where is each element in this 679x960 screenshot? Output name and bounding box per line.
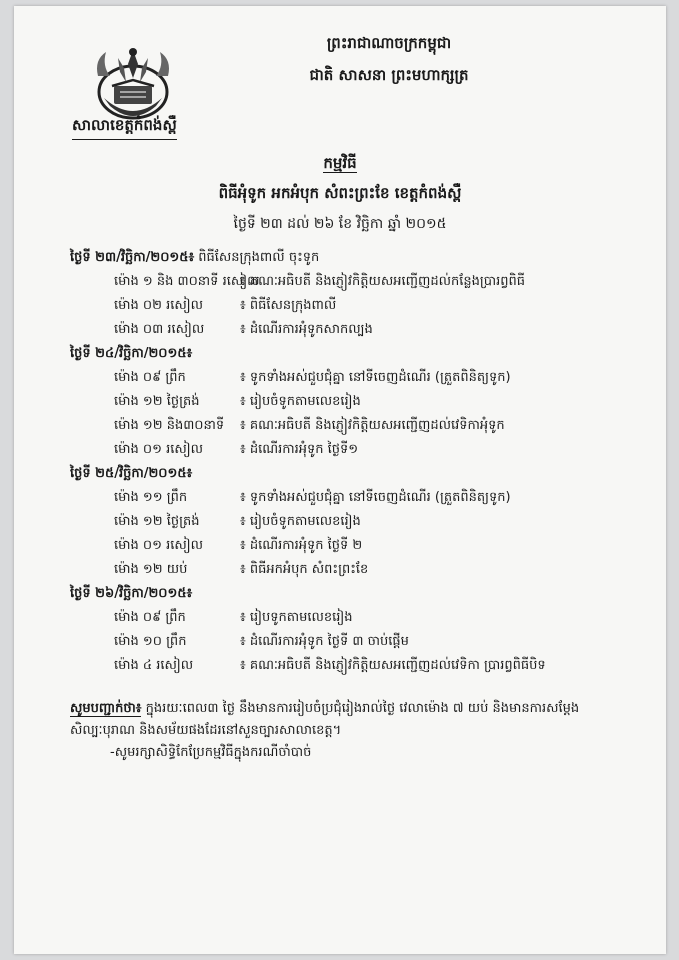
item-activity: ៖ ដំណើរការអុំទូក ថ្ងៃទី ៣ ចាប់ផ្តើម [240, 634, 409, 649]
schedule-item [70, 486, 660, 510]
item-time: ម៉ោង ៤ រសៀល [114, 658, 194, 673]
day-heading: ថ្ងៃទី ២៤/វិច្ឆិកា/២០១៥៖ [70, 346, 193, 361]
item-time: ម៉ោង ១២ យប់ [114, 562, 188, 577]
event-subtitle: ពិធីអុំទូក អកអំបុក សំពះព្រះខែ ខេត្តកំពង់ស្ពឺ [218, 184, 462, 202]
schedule-item [70, 606, 660, 630]
schedule [70, 246, 660, 678]
schedule-item [70, 654, 660, 678]
note-line: -សូមរក្សាសិទ្ធិកែប្រែកម្មវិធីក្នុងករណីចាំបាច់ [110, 745, 312, 760]
item-time: ម៉ោង ១២ និង៣០នាទី [114, 418, 225, 433]
item-activity: ៖ រៀបចំទូកតាមលេខរៀង [240, 514, 361, 529]
item-activity: ៖ ដំណើរការអុំទូក ថ្ងៃទី ២ [240, 538, 363, 553]
item-activity: ៖ ទូកទាំងអស់ជួបជុំគ្នា នៅទីចេញដំណើរ (ត្រួតពិនិត្យទូក) [240, 490, 511, 505]
item-time: ម៉ោង ១០ ព្រឹក [114, 634, 187, 649]
item-activity: ៖ រៀបចំទូកតាមលេខរៀង [240, 394, 361, 409]
item-time: ម៉ោង ០១ រសៀល [114, 538, 203, 553]
item-activity: ៖ គណៈអធិបតី និងភ្ញៀវកិត្តិយសអញ្ជើញដល់កន្លែងប្រារព្វពិធី [240, 274, 525, 289]
schedule-item [70, 558, 660, 582]
schedule-item [70, 294, 660, 318]
day-heading: ថ្ងៃទី ២៦/វិច្ឆិកា/២០១៥៖ [70, 586, 193, 601]
province-admin-name: សាលាខេត្តកំពង់ស្ពឺ [72, 116, 177, 140]
item-time: ម៉ោង ១ និង ៣០នាទី រសៀល [114, 274, 260, 289]
schedule-item [70, 270, 660, 294]
item-activity: ៖ ពិធីអកអំបុក សំពះព្រះខែ [240, 562, 369, 577]
item-time: ម៉ោង ១១ ព្រឹក [114, 490, 188, 505]
note-line: សូមបញ្ជាក់ថា៖ ក្នុងរយៈពេល៣ ថ្ងៃ នឹងមានការរៀបចំប្រជុំរៀងរាល់ថ្ងៃ វេលាម៉ោង ៧ យប់ និងមានការសម្តែង [70, 701, 580, 716]
item-activity: ៖ ដំណើរការអុំទូកសាកល្បង [240, 322, 373, 337]
national-motto: ជាតិ សាសនា ព្រះមហាក្សត្រ [309, 66, 469, 84]
schedule-item [70, 534, 660, 558]
kingdom-heading: ព្រះរាជាណាចក្រកម្ពុជា [326, 34, 452, 52]
provincial-emblem-icon [90, 42, 176, 126]
item-time: ម៉ោង ០៩ ព្រឹក [114, 610, 186, 625]
schedule-item [70, 510, 660, 534]
notes-section [70, 698, 650, 764]
item-activity: ៖ គណៈអធិបតី និងភ្ញៀវកិត្តិយសអញ្ជើញដល់វេទិកា ប្រារព្វពិធីបិទ [240, 658, 546, 673]
item-time: ម៉ោង ០២ រសៀល [114, 298, 203, 313]
item-activity: ៖ ពិធីសែនក្រុងពាលី [240, 298, 337, 313]
item-time: ម៉ោង ០៣ រសៀល [114, 322, 205, 337]
note-line: សិល្បៈបុរាណ និងសម័យផងដែរនៅសួនច្បារសាលាខេត្ត។ [70, 723, 342, 738]
event-dates: ថ្ងៃទី ២៣ ដល់ ២៦ ខែ វិច្ឆិកា ឆ្នាំ ២០១៥ [233, 216, 447, 232]
item-time: ម៉ោង ១២ ថ្ងៃត្រង់ [114, 394, 200, 409]
schedule-item [70, 438, 660, 462]
item-time: ម៉ោង ០៩ ព្រឹក [114, 370, 186, 385]
schedule-item [70, 630, 660, 654]
schedule-item [70, 414, 660, 438]
schedule-item [70, 390, 660, 414]
item-activity: ៖ គណៈអធិបតី និងភ្ញៀវកិត្តិយសអញ្ជើញដល់វេទិកាអុំទូក [240, 418, 505, 433]
program-title: កម្មវិធី [323, 154, 357, 172]
note-label: សូមបញ្ជាក់ថា៖ [70, 701, 142, 716]
schedule-item [70, 366, 660, 390]
item-activity: ៖ រៀបទូកតាមលេខរៀង [240, 610, 353, 625]
item-time: ម៉ោង ០១ រសៀល [114, 442, 203, 457]
item-activity: ៖ ដំណើរការអុំទូក ថ្ងៃទី១ [240, 442, 359, 457]
day-heading: ថ្ងៃទី ២៣/វិច្ឆិកា/២០១៥៖ ពិធីសែនក្រុងពាលី ចុះទូក [70, 250, 320, 265]
day-heading: ថ្ងៃទី ២៥/វិច្ឆិកា/២០១៥៖ [70, 466, 193, 481]
schedule-item [70, 318, 660, 342]
item-time: ម៉ោង ១២ ថ្ងៃត្រង់ [114, 514, 200, 529]
item-activity: ៖ ទូកទាំងអស់ជួបជុំគ្នា នៅទីចេញដំណើរ (ត្រួតពិនិត្យទូក) [240, 370, 511, 385]
document-page [14, 6, 666, 954]
